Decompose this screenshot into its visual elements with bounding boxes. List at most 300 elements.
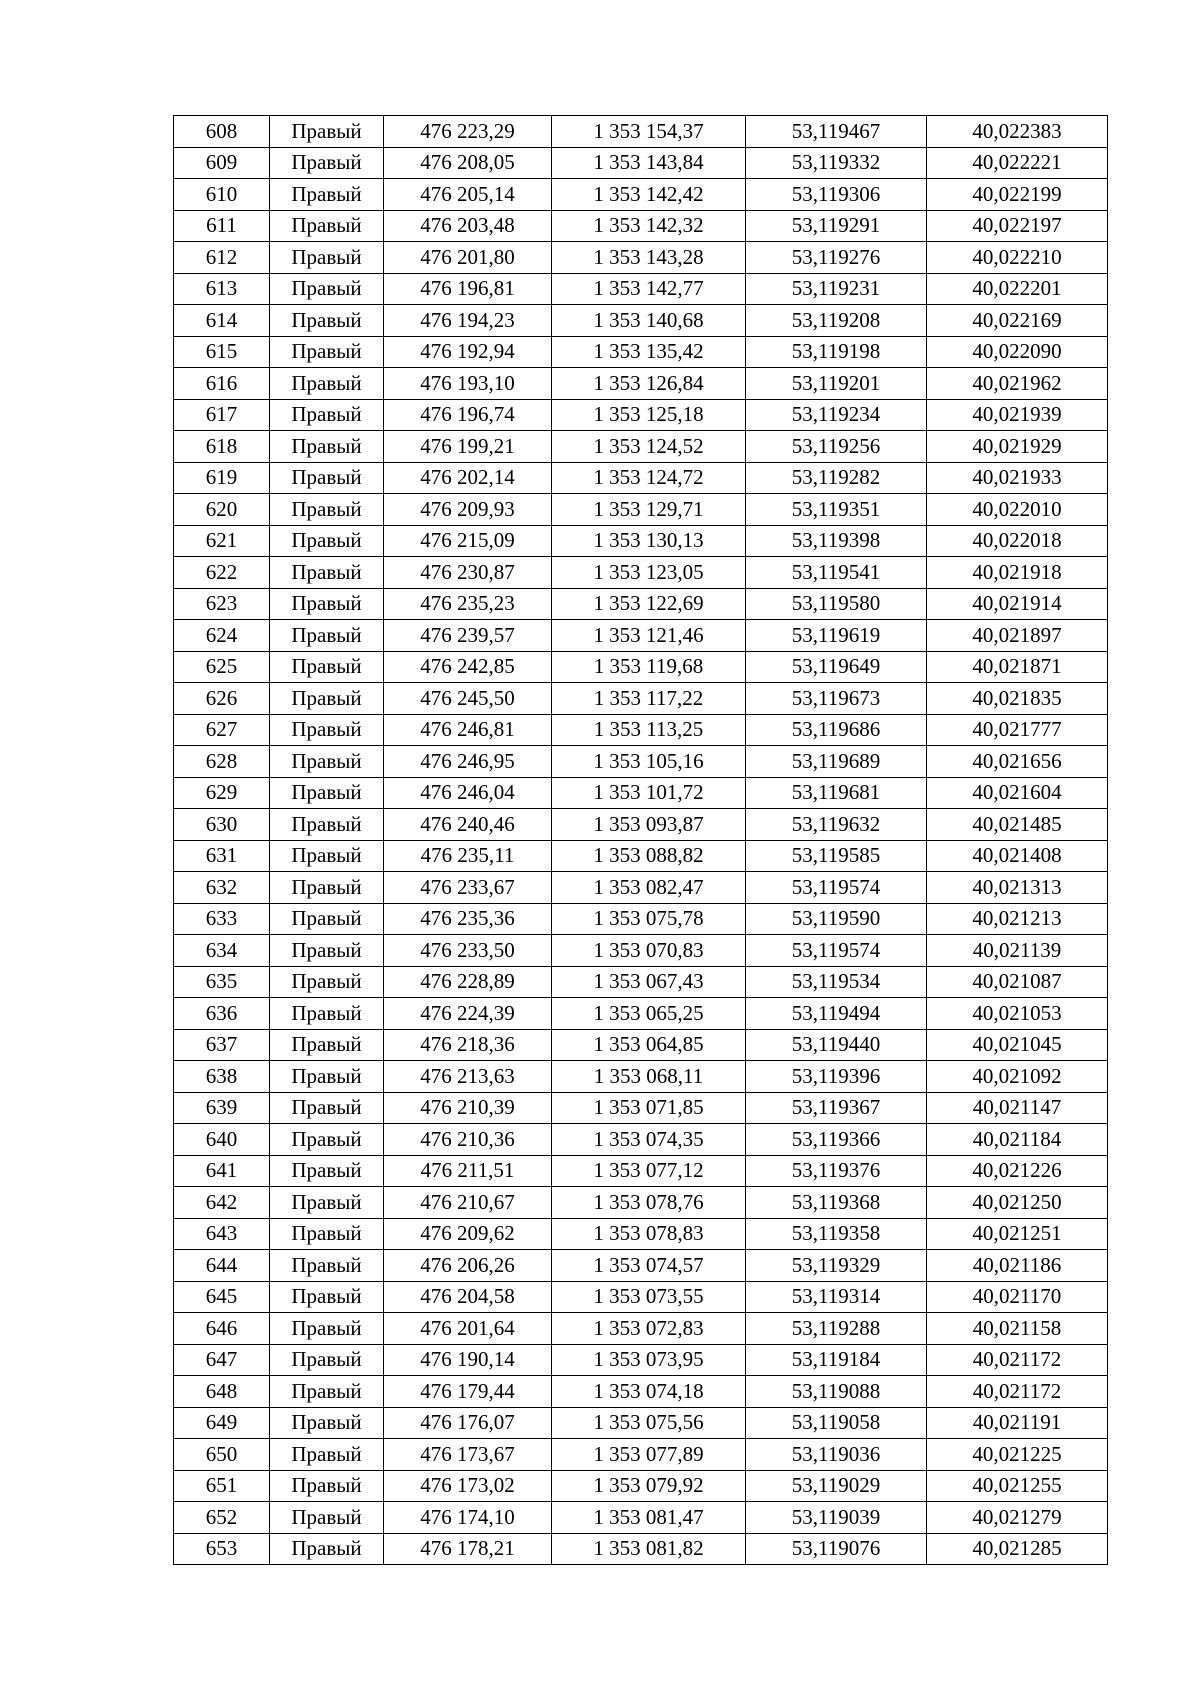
table-row	[174, 683, 1108, 715]
latitude-cell: 53,119231	[746, 273, 927, 305]
table-row	[174, 588, 1108, 620]
point-number-cell: 630	[174, 809, 270, 841]
coord-x-cell: 476 242,85	[384, 651, 552, 683]
latitude-cell: 53,119058	[746, 1407, 927, 1439]
table-row	[174, 809, 1108, 841]
latitude-cell: 53,119234	[746, 399, 927, 431]
latitude-cell: 53,119467	[746, 116, 927, 148]
point-number-cell: 617	[174, 399, 270, 431]
longitude-cell: 40,022199	[927, 179, 1108, 211]
bank-side-cell: Правый	[270, 525, 384, 557]
coord-y-cell: 1 353 140,68	[552, 305, 746, 337]
table-row	[174, 1218, 1108, 1250]
coord-x-cell: 476 199,21	[384, 431, 552, 463]
table-row	[174, 368, 1108, 400]
point-number-cell: 643	[174, 1218, 270, 1250]
bank-side-cell: Правый	[270, 1344, 384, 1376]
coord-y-cell: 1 353 142,32	[552, 210, 746, 242]
bank-side-cell: Правый	[270, 935, 384, 967]
bank-side-cell: Правый	[270, 147, 384, 179]
latitude-cell: 53,119686	[746, 714, 927, 746]
latitude-cell: 53,119208	[746, 305, 927, 337]
latitude-cell: 53,119332	[746, 147, 927, 179]
coord-y-cell: 1 353 113,25	[552, 714, 746, 746]
table-row	[174, 1092, 1108, 1124]
table-row	[174, 966, 1108, 998]
bank-side-cell: Правый	[270, 1250, 384, 1282]
coord-x-cell: 476 205,14	[384, 179, 552, 211]
coord-y-cell: 1 353 070,83	[552, 935, 746, 967]
table-row	[174, 998, 1108, 1030]
latitude-cell: 53,119649	[746, 651, 927, 683]
coord-y-cell: 1 353 078,83	[552, 1218, 746, 1250]
coord-y-cell: 1 353 088,82	[552, 840, 746, 872]
longitude-cell: 40,021835	[927, 683, 1108, 715]
coord-x-cell: 476 196,81	[384, 273, 552, 305]
point-number-cell: 610	[174, 179, 270, 211]
table-row	[174, 147, 1108, 179]
bank-side-cell: Правый	[270, 557, 384, 589]
point-number-cell: 640	[174, 1124, 270, 1156]
coord-y-cell: 1 353 074,35	[552, 1124, 746, 1156]
latitude-cell: 53,119494	[746, 998, 927, 1030]
longitude-cell: 40,022018	[927, 525, 1108, 557]
longitude-cell: 40,021045	[927, 1029, 1108, 1061]
coord-y-cell: 1 353 119,68	[552, 651, 746, 683]
coord-x-cell: 476 210,67	[384, 1187, 552, 1219]
latitude-cell: 53,119306	[746, 179, 927, 211]
coord-x-cell: 476 218,36	[384, 1029, 552, 1061]
longitude-cell: 40,021929	[927, 431, 1108, 463]
point-number-cell: 634	[174, 935, 270, 967]
bank-side-cell: Правый	[270, 1218, 384, 1250]
bank-side-cell: Правый	[270, 462, 384, 494]
coord-y-cell: 1 353 081,82	[552, 1533, 746, 1565]
latitude-cell: 53,119351	[746, 494, 927, 526]
point-number-cell: 635	[174, 966, 270, 998]
point-number-cell: 636	[174, 998, 270, 1030]
point-number-cell: 633	[174, 903, 270, 935]
bank-side-cell: Правый	[270, 1470, 384, 1502]
bank-side-cell: Правый	[270, 1439, 384, 1471]
coord-y-cell: 1 353 074,57	[552, 1250, 746, 1282]
point-number-cell: 652	[174, 1502, 270, 1534]
point-number-cell: 622	[174, 557, 270, 589]
table-row	[174, 1250, 1108, 1282]
coord-y-cell: 1 353 065,25	[552, 998, 746, 1030]
coord-y-cell: 1 353 079,92	[552, 1470, 746, 1502]
table-row	[174, 210, 1108, 242]
table-row	[174, 1187, 1108, 1219]
coord-y-cell: 1 353 081,47	[552, 1502, 746, 1534]
bank-side-cell: Правый	[270, 746, 384, 778]
bank-side-cell: Правый	[270, 1502, 384, 1534]
point-number-cell: 623	[174, 588, 270, 620]
point-number-cell: 618	[174, 431, 270, 463]
latitude-cell: 53,119198	[746, 336, 927, 368]
coord-x-cell: 476 209,93	[384, 494, 552, 526]
latitude-cell: 53,119276	[746, 242, 927, 274]
latitude-cell: 53,119291	[746, 210, 927, 242]
latitude-cell: 53,119282	[746, 462, 927, 494]
table-row	[174, 525, 1108, 557]
coord-x-cell: 476 179,44	[384, 1376, 552, 1408]
bank-side-cell: Правый	[270, 336, 384, 368]
point-number-cell: 625	[174, 651, 270, 683]
coord-x-cell: 476 190,14	[384, 1344, 552, 1376]
longitude-cell: 40,021485	[927, 809, 1108, 841]
bank-side-cell: Правый	[270, 683, 384, 715]
latitude-cell: 53,119256	[746, 431, 927, 463]
longitude-cell: 40,021962	[927, 368, 1108, 400]
longitude-cell: 40,021158	[927, 1313, 1108, 1345]
table-row	[174, 1376, 1108, 1408]
longitude-cell: 40,021191	[927, 1407, 1108, 1439]
latitude-cell: 53,119580	[746, 588, 927, 620]
coord-x-cell: 476 246,04	[384, 777, 552, 809]
longitude-cell: 40,021918	[927, 557, 1108, 589]
coord-x-cell: 476 196,74	[384, 399, 552, 431]
point-number-cell: 612	[174, 242, 270, 274]
latitude-cell: 53,119329	[746, 1250, 927, 1282]
coord-y-cell: 1 353 124,72	[552, 462, 746, 494]
longitude-cell: 40,021250	[927, 1187, 1108, 1219]
coord-x-cell: 476 209,62	[384, 1218, 552, 1250]
bank-side-cell: Правый	[270, 1155, 384, 1187]
latitude-cell: 53,119039	[746, 1502, 927, 1534]
longitude-cell: 40,021897	[927, 620, 1108, 652]
point-number-cell: 613	[174, 273, 270, 305]
point-number-cell: 608	[174, 116, 270, 148]
longitude-cell: 40,021053	[927, 998, 1108, 1030]
point-number-cell: 616	[174, 368, 270, 400]
coord-y-cell: 1 353 123,05	[552, 557, 746, 589]
point-number-cell: 620	[174, 494, 270, 526]
coord-x-cell: 476 211,51	[384, 1155, 552, 1187]
latitude-cell: 53,119376	[746, 1155, 927, 1187]
bank-side-cell: Правый	[270, 840, 384, 872]
coord-y-cell: 1 353 077,89	[552, 1439, 746, 1471]
point-number-cell: 629	[174, 777, 270, 809]
longitude-cell: 40,022210	[927, 242, 1108, 274]
table-row	[174, 746, 1108, 778]
coord-x-cell: 476 178,21	[384, 1533, 552, 1565]
table-row	[174, 305, 1108, 337]
latitude-cell: 53,119076	[746, 1533, 927, 1565]
coord-x-cell: 476 230,87	[384, 557, 552, 589]
longitude-cell: 40,021313	[927, 872, 1108, 904]
table-row	[174, 1344, 1108, 1376]
coord-y-cell: 1 353 117,22	[552, 683, 746, 715]
latitude-cell: 53,119201	[746, 368, 927, 400]
table-row	[174, 1407, 1108, 1439]
coord-x-cell: 476 174,10	[384, 1502, 552, 1534]
latitude-cell: 53,119541	[746, 557, 927, 589]
longitude-cell: 40,021933	[927, 462, 1108, 494]
bank-side-cell: Правый	[270, 1029, 384, 1061]
longitude-cell: 40,021914	[927, 588, 1108, 620]
table-row	[174, 903, 1108, 935]
bank-side-cell: Правый	[270, 1061, 384, 1093]
latitude-cell: 53,119029	[746, 1470, 927, 1502]
coord-y-cell: 1 353 122,69	[552, 588, 746, 620]
coord-y-cell: 1 353 135,42	[552, 336, 746, 368]
coord-y-cell: 1 353 126,84	[552, 368, 746, 400]
table-row	[174, 557, 1108, 589]
coord-x-cell: 476 193,10	[384, 368, 552, 400]
bank-side-cell: Правый	[270, 872, 384, 904]
table-row	[174, 840, 1108, 872]
point-number-cell: 638	[174, 1061, 270, 1093]
coord-x-cell: 476 202,14	[384, 462, 552, 494]
point-number-cell: 647	[174, 1344, 270, 1376]
coord-x-cell: 476 201,80	[384, 242, 552, 274]
latitude-cell: 53,119184	[746, 1344, 927, 1376]
bank-side-cell: Правый	[270, 305, 384, 337]
table-row	[174, 1439, 1108, 1471]
longitude-cell: 40,021184	[927, 1124, 1108, 1156]
latitude-cell: 53,119288	[746, 1313, 927, 1345]
bank-side-cell: Правый	[270, 1407, 384, 1439]
longitude-cell: 40,021087	[927, 966, 1108, 998]
table-row	[174, 935, 1108, 967]
point-number-cell: 631	[174, 840, 270, 872]
coord-x-cell: 476 246,95	[384, 746, 552, 778]
longitude-cell: 40,021092	[927, 1061, 1108, 1093]
point-number-cell: 624	[174, 620, 270, 652]
table-row	[174, 1533, 1108, 1565]
longitude-cell: 40,021186	[927, 1250, 1108, 1282]
table-row	[174, 336, 1108, 368]
coord-x-cell: 476 235,36	[384, 903, 552, 935]
coord-y-cell: 1 353 124,52	[552, 431, 746, 463]
table-row	[174, 1313, 1108, 1345]
bank-side-cell: Правый	[270, 1092, 384, 1124]
longitude-cell: 40,022201	[927, 273, 1108, 305]
longitude-cell: 40,022169	[927, 305, 1108, 337]
coord-x-cell: 476 239,57	[384, 620, 552, 652]
coord-x-cell: 476 173,67	[384, 1439, 552, 1471]
point-number-cell: 609	[174, 147, 270, 179]
coord-y-cell: 1 353 064,85	[552, 1029, 746, 1061]
longitude-cell: 40,021279	[927, 1502, 1108, 1534]
point-number-cell: 644	[174, 1250, 270, 1282]
point-number-cell: 651	[174, 1470, 270, 1502]
coord-x-cell: 476 245,50	[384, 683, 552, 715]
coordinates-table-body	[174, 116, 1108, 1565]
table-row	[174, 1155, 1108, 1187]
point-number-cell: 650	[174, 1439, 270, 1471]
longitude-cell: 40,021139	[927, 935, 1108, 967]
table-row	[174, 714, 1108, 746]
coord-x-cell: 476 235,23	[384, 588, 552, 620]
point-number-cell: 615	[174, 336, 270, 368]
coord-y-cell: 1 353 077,12	[552, 1155, 746, 1187]
longitude-cell: 40,021656	[927, 746, 1108, 778]
coord-y-cell: 1 353 071,85	[552, 1092, 746, 1124]
table-row	[174, 273, 1108, 305]
coord-y-cell: 1 353 143,28	[552, 242, 746, 274]
coord-y-cell: 1 353 082,47	[552, 872, 746, 904]
coord-x-cell: 476 235,11	[384, 840, 552, 872]
bank-side-cell: Правый	[270, 494, 384, 526]
table-row	[174, 399, 1108, 431]
latitude-cell: 53,119368	[746, 1187, 927, 1219]
bank-side-cell: Правый	[270, 1281, 384, 1313]
coord-y-cell: 1 353 078,76	[552, 1187, 746, 1219]
coord-y-cell: 1 353 121,46	[552, 620, 746, 652]
table-row	[174, 431, 1108, 463]
bank-side-cell: Правый	[270, 116, 384, 148]
bank-side-cell: Правый	[270, 903, 384, 935]
table-row	[174, 872, 1108, 904]
longitude-cell: 40,022197	[927, 210, 1108, 242]
bank-side-cell: Правый	[270, 809, 384, 841]
table-row	[174, 620, 1108, 652]
longitude-cell: 40,021408	[927, 840, 1108, 872]
coord-x-cell: 476 246,81	[384, 714, 552, 746]
coord-y-cell: 1 353 073,95	[552, 1344, 746, 1376]
point-number-cell: 639	[174, 1092, 270, 1124]
latitude-cell: 53,119314	[746, 1281, 927, 1313]
coord-x-cell: 476 201,64	[384, 1313, 552, 1345]
point-number-cell: 648	[174, 1376, 270, 1408]
point-number-cell: 645	[174, 1281, 270, 1313]
bank-side-cell: Правый	[270, 651, 384, 683]
coord-x-cell: 476 203,48	[384, 210, 552, 242]
coord-x-cell: 476 215,09	[384, 525, 552, 557]
longitude-cell: 40,021604	[927, 777, 1108, 809]
coord-x-cell: 476 224,39	[384, 998, 552, 1030]
longitude-cell: 40,021285	[927, 1533, 1108, 1565]
coord-y-cell: 1 353 142,77	[552, 273, 746, 305]
point-number-cell: 649	[174, 1407, 270, 1439]
coord-y-cell: 1 353 075,56	[552, 1407, 746, 1439]
bank-side-cell: Правый	[270, 777, 384, 809]
coord-y-cell: 1 353 067,43	[552, 966, 746, 998]
latitude-cell: 53,119366	[746, 1124, 927, 1156]
coord-x-cell: 476 194,23	[384, 305, 552, 337]
coord-x-cell: 476 210,36	[384, 1124, 552, 1156]
table-row	[174, 179, 1108, 211]
table-row	[174, 1029, 1108, 1061]
point-number-cell: 614	[174, 305, 270, 337]
coord-x-cell: 476 208,05	[384, 147, 552, 179]
longitude-cell: 40,021251	[927, 1218, 1108, 1250]
bank-side-cell: Правый	[270, 210, 384, 242]
point-number-cell: 653	[174, 1533, 270, 1565]
table-row	[174, 494, 1108, 526]
table-row	[174, 1124, 1108, 1156]
bank-side-cell: Правый	[270, 431, 384, 463]
longitude-cell: 40,021170	[927, 1281, 1108, 1313]
point-number-cell: 626	[174, 683, 270, 715]
coord-y-cell: 1 353 143,84	[552, 147, 746, 179]
latitude-cell: 53,119574	[746, 872, 927, 904]
latitude-cell: 53,119574	[746, 935, 927, 967]
bank-side-cell: Правый	[270, 1187, 384, 1219]
point-number-cell: 641	[174, 1155, 270, 1187]
coord-x-cell: 476 210,39	[384, 1092, 552, 1124]
latitude-cell: 53,119358	[746, 1218, 927, 1250]
longitude-cell: 40,022090	[927, 336, 1108, 368]
point-number-cell: 628	[174, 746, 270, 778]
coord-x-cell: 476 204,58	[384, 1281, 552, 1313]
coord-y-cell: 1 353 105,16	[552, 746, 746, 778]
coord-y-cell: 1 353 073,55	[552, 1281, 746, 1313]
bank-side-cell: Правый	[270, 273, 384, 305]
latitude-cell: 53,119590	[746, 903, 927, 935]
bank-side-cell: Правый	[270, 620, 384, 652]
coord-y-cell: 1 353 101,72	[552, 777, 746, 809]
coord-x-cell: 476 233,50	[384, 935, 552, 967]
latitude-cell: 53,119534	[746, 966, 927, 998]
longitude-cell: 40,021172	[927, 1376, 1108, 1408]
point-number-cell: 637	[174, 1029, 270, 1061]
longitude-cell: 40,021213	[927, 903, 1108, 935]
coord-x-cell: 476 233,67	[384, 872, 552, 904]
longitude-cell: 40,021172	[927, 1344, 1108, 1376]
longitude-cell: 40,021871	[927, 651, 1108, 683]
bank-side-cell: Правый	[270, 399, 384, 431]
longitude-cell: 40,022010	[927, 494, 1108, 526]
table-row	[174, 1470, 1108, 1502]
bank-side-cell: Правый	[270, 368, 384, 400]
table-row	[174, 242, 1108, 274]
table-row	[174, 1502, 1108, 1534]
table-row	[174, 116, 1108, 148]
coord-y-cell: 1 353 068,11	[552, 1061, 746, 1093]
coord-y-cell: 1 353 125,18	[552, 399, 746, 431]
coord-x-cell: 476 206,26	[384, 1250, 552, 1282]
bank-side-cell: Правый	[270, 966, 384, 998]
latitude-cell: 53,119036	[746, 1439, 927, 1471]
bank-side-cell: Правый	[270, 1124, 384, 1156]
longitude-cell: 40,021226	[927, 1155, 1108, 1187]
latitude-cell: 53,119088	[746, 1376, 927, 1408]
latitude-cell: 53,119440	[746, 1029, 927, 1061]
bank-side-cell: Правый	[270, 588, 384, 620]
latitude-cell: 53,119681	[746, 777, 927, 809]
longitude-cell: 40,021255	[927, 1470, 1108, 1502]
bank-side-cell: Правый	[270, 1533, 384, 1565]
latitude-cell: 53,119367	[746, 1092, 927, 1124]
coord-x-cell: 476 240,46	[384, 809, 552, 841]
table-row	[174, 777, 1108, 809]
bank-side-cell: Правый	[270, 998, 384, 1030]
coord-x-cell: 476 176,07	[384, 1407, 552, 1439]
table-row	[174, 1061, 1108, 1093]
table-row	[174, 462, 1108, 494]
coord-x-cell: 476 223,29	[384, 116, 552, 148]
longitude-cell: 40,022221	[927, 147, 1108, 179]
longitude-cell: 40,022383	[927, 116, 1108, 148]
coordinates-table	[173, 115, 1108, 1565]
coord-y-cell: 1 353 072,83	[552, 1313, 746, 1345]
latitude-cell: 53,119619	[746, 620, 927, 652]
point-number-cell: 619	[174, 462, 270, 494]
latitude-cell: 53,119585	[746, 840, 927, 872]
bank-side-cell: Правый	[270, 1376, 384, 1408]
longitude-cell: 40,021147	[927, 1092, 1108, 1124]
coord-x-cell: 476 192,94	[384, 336, 552, 368]
longitude-cell: 40,021777	[927, 714, 1108, 746]
coord-y-cell: 1 353 154,37	[552, 116, 746, 148]
latitude-cell: 53,119396	[746, 1061, 927, 1093]
longitude-cell: 40,021225	[927, 1439, 1108, 1471]
table-row	[174, 651, 1108, 683]
coord-y-cell: 1 353 142,42	[552, 179, 746, 211]
